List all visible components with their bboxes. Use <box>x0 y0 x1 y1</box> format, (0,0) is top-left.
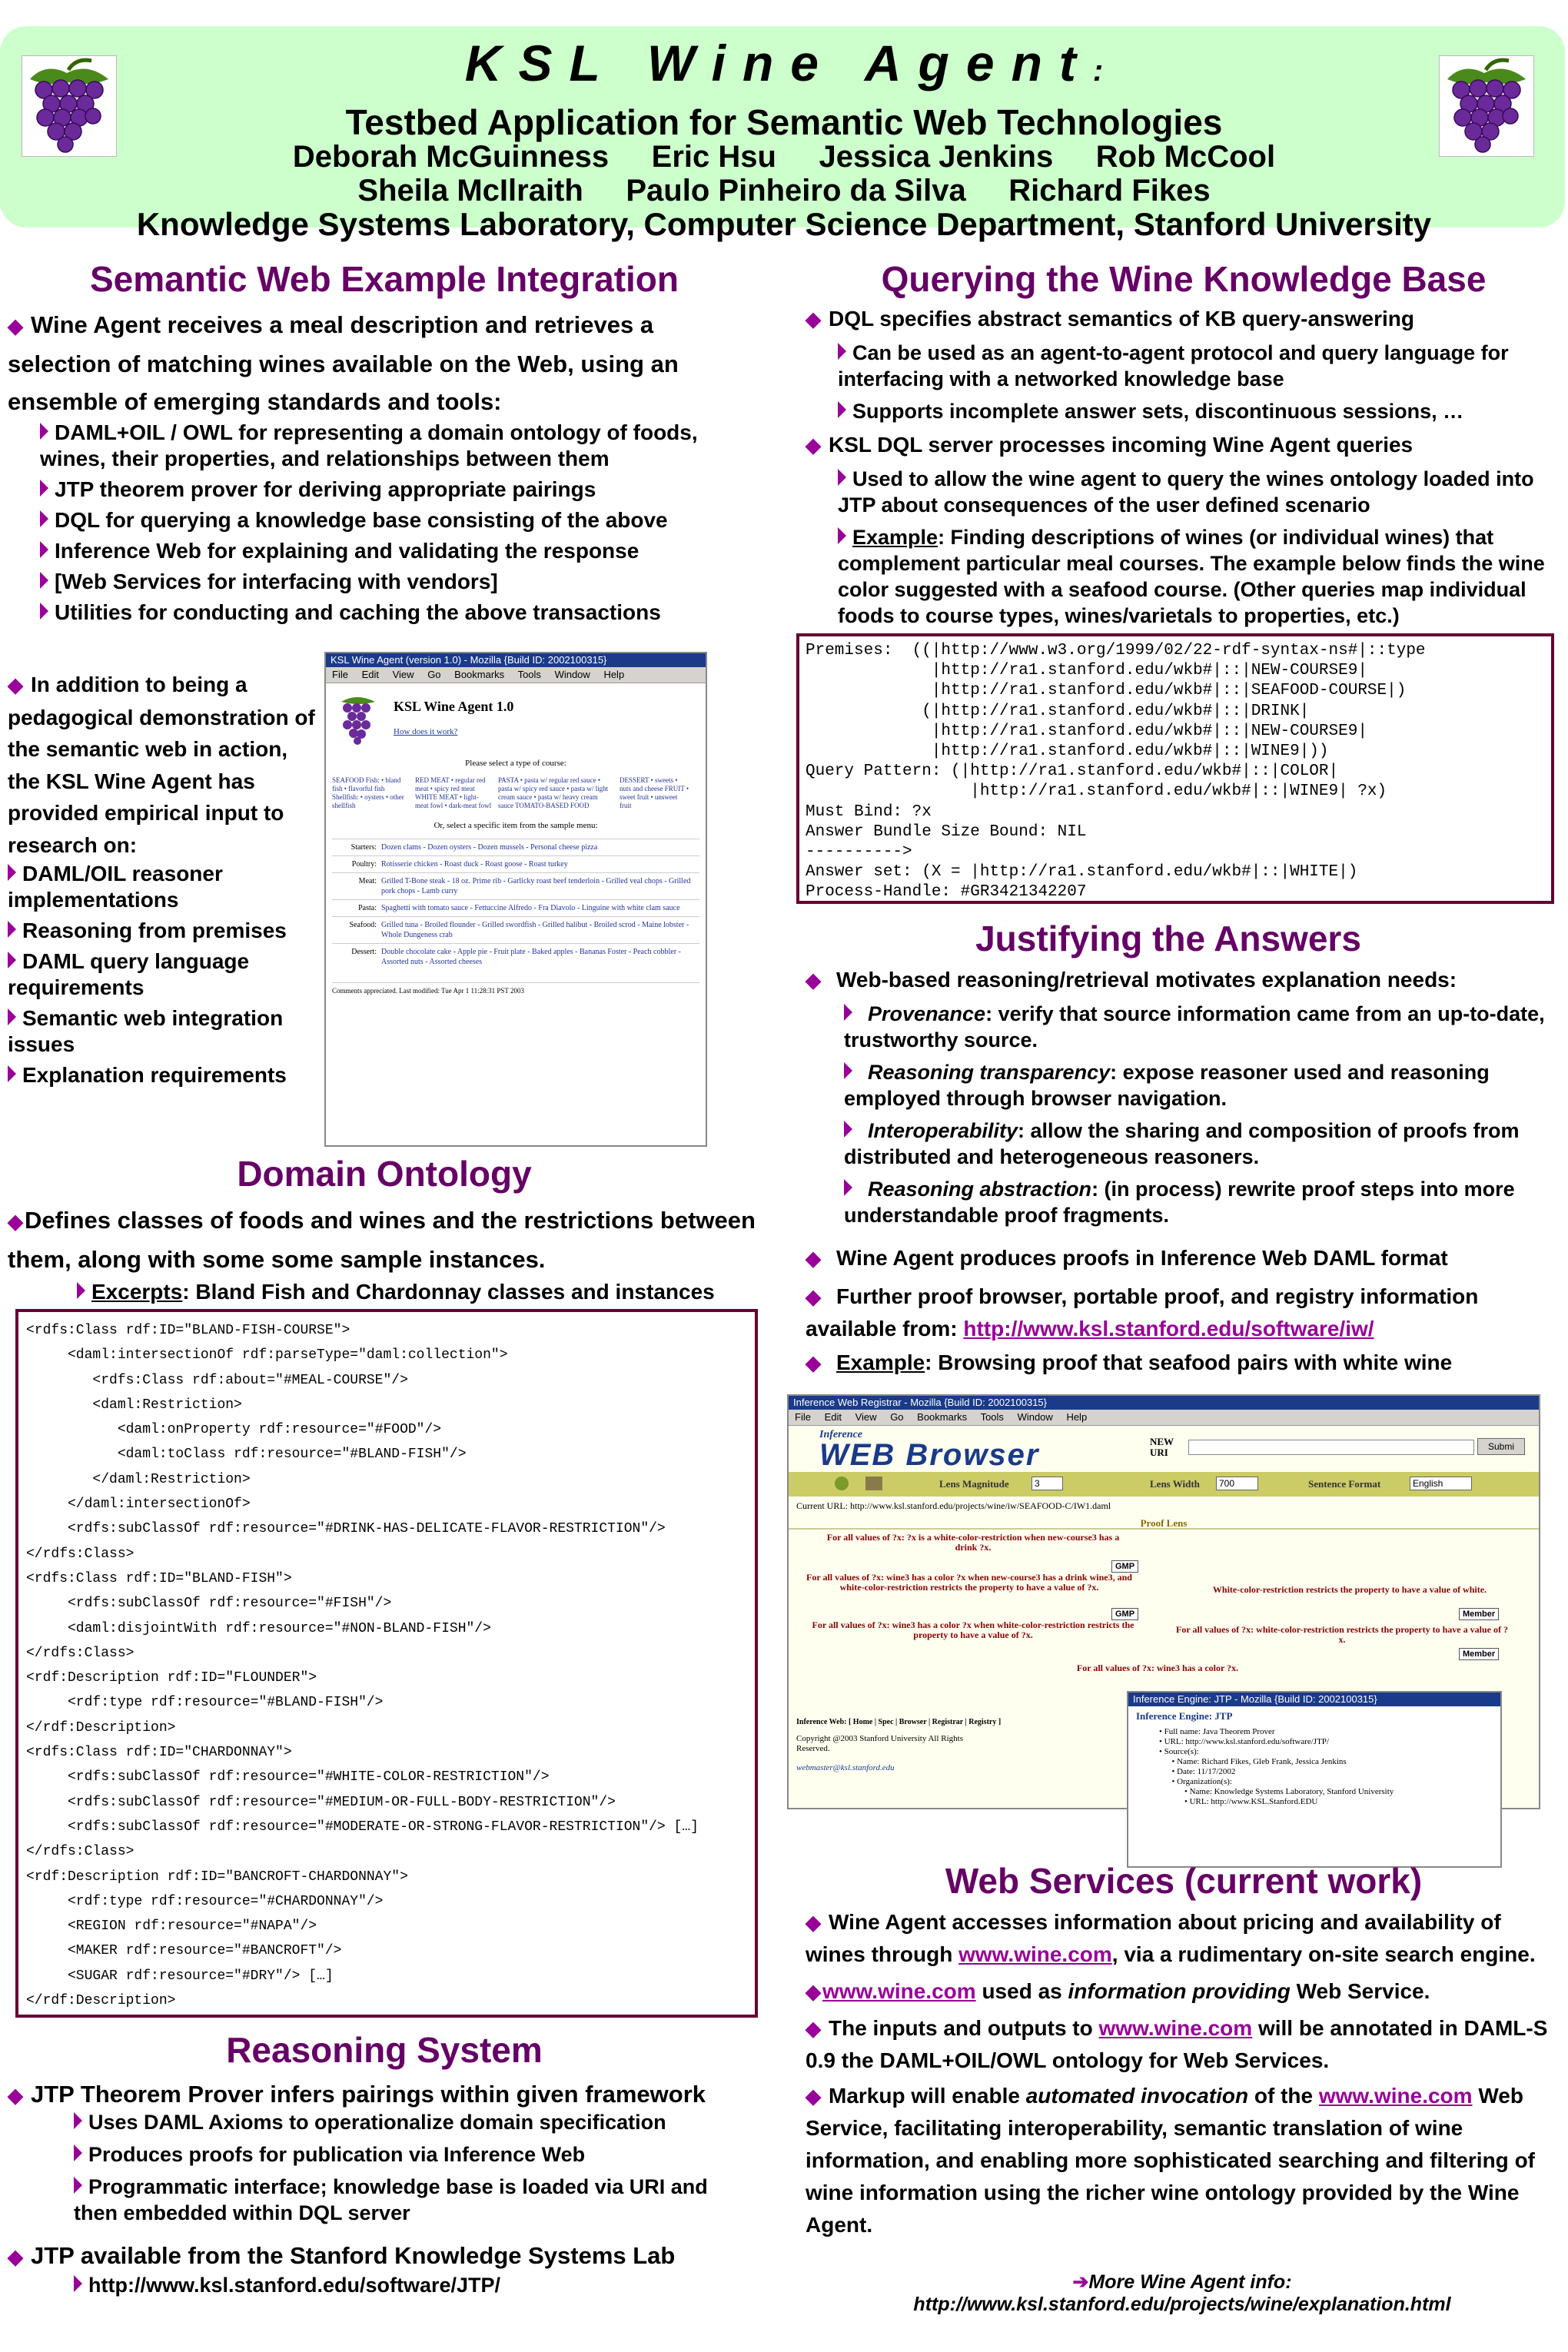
webservices-p3: ◆ The inputs and outputs to www.wine.com will be annotated in DAML-S 0.9 the DAML+OIL/OWL ontology for Web Services. <box>806 2016 1548 2072</box>
code-line: Answer set: (X = |http://ra1.stanford.edu/wkb#|::|WHITE|) <box>806 863 1358 882</box>
new-uri-label: NEW URI <box>1150 1436 1174 1458</box>
section-title-justifying: Justifying the Answers <box>975 919 1361 958</box>
menu-item-view[interactable]: View <box>392 669 414 680</box>
code-line: Process-Handle: #GR3421342207 <box>806 883 1087 902</box>
poster-title: KSL Wine Agent: <box>464 35 1104 91</box>
webservices-p2: ◆www.wine.com used as information providing Web Service. <box>806 1979 1430 2003</box>
diamond-bullet-icon: ◆ <box>8 1210 23 1233</box>
research-intro: ◆ In addition to being a pedagogical demonstration of the semantic web in action, the KSL Wine Agent has provided empirical input to research on: <box>8 673 315 857</box>
ontology-excerpts: Excerpts: Bland Fish and Chardonnay classes and instances <box>77 1279 753 1305</box>
menu-item-window[interactable]: Window <box>1017 1411 1053 1423</box>
popup-line[interactable]: • URL: http://www.KSL.Stanford.EDU <box>1159 1797 1318 1806</box>
arrow-bullet-icon <box>8 1065 16 1082</box>
lens-width-label: Lens Width <box>1150 1478 1200 1490</box>
list-item: Produces proofs for publication via Inference Web <box>74 2141 750 2168</box>
course-pasta[interactable]: PASTA • pasta w/ regular red sauce • pasta w/ spicy red sauce • pasta w/ light cream sauce • pasta w/ heavy cream sauce TOMATO-BASED FOOD <box>498 776 609 809</box>
menu-item-bookmarks[interactable]: Bookmarks <box>454 669 505 680</box>
arrow-bullet-icon <box>844 1121 852 1138</box>
reasoning-subs <box>74 2109 750 2232</box>
menu-item-file[interactable]: File <box>795 1411 811 1423</box>
diamond-bullet-icon: ◆ <box>8 314 23 337</box>
webmaster-link[interactable]: webmaster@ksl.stanford.edu <box>796 1763 895 1772</box>
popup-line: • Date: 11/17/2002 <box>1159 1767 1236 1776</box>
diamond-bullet-icon: ◆ <box>806 2017 821 2040</box>
menu-item-tools[interactable]: Tools <box>980 1411 1004 1423</box>
list-item: Explanation requirements <box>8 1062 315 1088</box>
code-line: <rdf:Description rdf:ID="FLOUNDER"> <box>26 1670 317 1686</box>
menu-prompt: Or, select a specific item from the sample menu: <box>434 821 598 830</box>
section-title-webservices: Web Services (current work) <box>945 1861 1423 1901</box>
popup-line: • Name: Richard Fikes, Gleb Frank, Jessica Jenkins <box>1159 1757 1347 1766</box>
grape-icon <box>337 691 380 745</box>
list-item: Used to allow the wine agent to query the wines ontology loaded into JTP about consequences of the user defined scenario <box>838 467 1534 517</box>
list-item: DAML/OIL reasoner implementations <box>8 862 223 912</box>
arrow-bullet-icon <box>40 541 48 558</box>
proof-step[interactable]: For all values of ?x: wine3 has a color ?x when new-course3 has a drink wine3, and white-color-restriction restricts the property to have a value of ?x. <box>806 1572 1132 1593</box>
jtp-popup-window <box>1127 1691 1502 1868</box>
code-line: |http://ra1.stanford.edu/wkb#|::|WINE9|)) <box>806 742 1329 761</box>
popup-heading: Inference Engine: JTP <box>1136 1710 1233 1722</box>
code-line: <rdfs:Class rdf:ID="BLAND-FISH-COURSE"> <box>26 1323 350 1338</box>
arrow-bullet-icon <box>844 1062 852 1079</box>
code-line: </rdfs:Class> <box>26 1844 135 1860</box>
affiliation: Knowledge Systems Laboratory, Computer Science Department, Stanford University <box>136 206 1432 242</box>
popup-line: • Full name: Java Theorem Prover <box>1159 1727 1275 1736</box>
integration-list <box>40 420 747 630</box>
wine-com-link[interactable]: www.wine.com <box>1098 2016 1253 2040</box>
list-item: Uses DAML Axioms to operationalize domain specification <box>74 2109 750 2135</box>
popup-line[interactable]: • URL: http://www.ksl.stanford.edu/software/JTP/ <box>1159 1737 1329 1746</box>
arrow-bullet-icon <box>74 2275 82 2292</box>
menu-item-window[interactable]: Window <box>554 669 590 680</box>
research-list <box>8 861 315 1093</box>
code-line: <SUGAR rdf:resource="#DRY"/> […] <box>26 1968 334 1984</box>
menu-item-help[interactable]: Help <box>1066 1411 1088 1423</box>
wine-com-link[interactable]: www.wine.com <box>822 1979 976 2003</box>
code-line: ----------> <box>806 843 912 862</box>
code-line: <daml:toClass rdf:resource="#BLAND-FISH"/> <box>26 1447 467 1463</box>
arrow-bullet-icon <box>838 401 846 418</box>
grape-icon <box>22 56 116 156</box>
list-item: Reasoning from premises <box>8 918 315 944</box>
code-line: |http://ra1.stanford.edu/wkb#|::|WINE9| ?x) <box>806 782 1387 801</box>
integration-intro: ◆ Wine Agent receives a meal description and retrieves a selection of matching wines available on the Web, using an ensemble of emerging standards and tools: <box>8 311 679 415</box>
reasoning-item-2: ◆ JTP available from the Stanford Knowledge Systems Lab <box>8 2242 676 2269</box>
list-item: [Web Services for interfacing with vendors] <box>40 569 747 595</box>
code-line: <daml:intersectionOf rdf:parseType="daml:collection"> <box>26 1347 508 1364</box>
arrow-bullet-icon <box>8 952 16 968</box>
diamond-bullet-icon: ◆ <box>806 1247 821 1270</box>
arrow-bullet-icon <box>40 603 48 620</box>
code-line: <rdfs:Class rdf:ID="BLAND-FISH"> <box>26 1570 292 1586</box>
popup-line: • Name: Knowledge Systems Laboratory, Stanford University <box>1159 1787 1394 1796</box>
diamond-bullet-icon: ◆ <box>806 1980 821 2003</box>
menu-item-edit[interactable]: Edit <box>824 1411 842 1423</box>
code-line: <rdfs:subClassOf rdf:resource="#WHITE-COLOR-RESTRICTION"/> <box>26 1769 550 1786</box>
proof-lens <box>789 1516 1539 1700</box>
refresh-icon[interactable] <box>835 1477 849 1490</box>
arrow-bullet-icon <box>74 2177 82 2194</box>
grape-icon <box>1440 56 1533 156</box>
menu-item-go[interactable]: Go <box>427 669 441 680</box>
list-item: Interoperability: allow the sharing and composition of proofs from distributed and heterogeneous reasoners. <box>844 1119 1520 1168</box>
poster-subtitle: Testbed Application for Semantic Web Technologies <box>345 102 1223 142</box>
menu-row: Pasta: Spaghetti with tomato sauce - Fettuccine Alfredo - Fra Diavolo - Linguine with white clam sauce <box>332 899 699 916</box>
menu-item-view[interactable]: View <box>855 1411 877 1423</box>
arrow-bullet-icon <box>8 864 16 881</box>
diamond-bullet-icon: ◆ <box>806 1911 821 1934</box>
course-seafood[interactable]: SEAFOOD Fish: • bland fish • flavorful fish Shellfish: • oysters • other shellfish <box>332 776 404 809</box>
code-line: <rdf:type rdf:resource="#BLAND-FISH"/> <box>26 1695 384 1711</box>
section-title-ontology: Domain Ontology <box>237 1154 532 1194</box>
justifying-subs <box>844 1001 1559 1228</box>
menu-row: Poultry: Rotisserie chicken - Roast duck - Roast goose - Roast turkey <box>332 855 699 872</box>
gmp-button[interactable]: GMP <box>1111 1560 1138 1573</box>
querying-subs-1 <box>838 340 1553 424</box>
window-title-bar: Inference Web Registrar - Mozilla {Build ID: 2002100315} <box>789 1396 1539 1410</box>
arrow-bullet-icon <box>8 1008 16 1025</box>
justifying-item-2: ◆ Wine Agent produces proofs in Inference Web DAML format <box>806 1246 1448 1270</box>
webservices-p1: ◆ Wine Agent accesses information about pricing and availability of wines through www.wine.com, via a rudimentary on-site search engine. <box>806 1910 1536 1966</box>
course-prompt: Please select a type of course: <box>465 759 566 768</box>
grape-logo-right <box>1439 55 1534 157</box>
menu-item-file[interactable]: File <box>332 669 348 680</box>
list-item: Example: Finding descriptions of wines (or individual wines) that complement particular meal courses. The example below finds the wine color suggested with a seafood course. (Other queries map individual foods to course types, wines/varietals to properties, etc.) <box>838 526 1545 627</box>
arrow-bullet-icon <box>40 572 48 589</box>
code-line: <MAKER rdf:resource="#BANCROFT"/> <box>26 1943 342 1959</box>
list-item: Provenance: verify that source information came from an up-to-date, trustworthy source. <box>844 1002 1545 1051</box>
diamond-bullet-icon: ◆ <box>806 968 821 992</box>
code-line: <rdf:type rdf:resource="#CHARDONNAY"/> <box>26 1893 384 1909</box>
submit-button[interactable]: Submi <box>1477 1438 1525 1455</box>
list-item: Reasoning transparency: expose reasoner used and reasoning employed through browser navigation. <box>844 1061 1490 1110</box>
iw-logo-top: Inference <box>819 1429 862 1440</box>
diamond-bullet-icon: ◆ <box>8 2245 23 2268</box>
iw-toolbar <box>789 1472 1539 1497</box>
list-item: Supports incomplete answer sets, discontinuous sessions, … <box>838 398 1553 424</box>
arrow-right-icon: ➔ <box>1072 2271 1089 2293</box>
menu-item-help[interactable]: Help <box>603 669 625 680</box>
iw-copyright: Copyright @2003 Stanford University All Rights Reserved. <box>796 1734 963 1753</box>
lens-magnitude-select[interactable]: 3 <box>1031 1477 1063 1490</box>
arrow-bullet-icon <box>40 480 48 497</box>
wine-agent-footer: Comments appreciated. Last modified: Tue Apr 1 11:28:31 PST 2003 <box>332 982 699 996</box>
list-item: JTP theorem prover for deriving appropriate pairings <box>40 477 747 503</box>
code-line: (|http://ra1.stanford.edu/wkb#|::|DRINK| <box>806 702 1310 720</box>
menu-item-go[interactable]: Go <box>890 1411 904 1423</box>
sample-menu <box>332 839 699 970</box>
list-item: Inference Web for explaining and validating the response <box>40 538 747 564</box>
justifying-item-3: ◆ Further proof browser, portable proof, and registry information available from: http://www.ksl.stanford.edu/software/iw/ <box>806 1284 1479 1340</box>
iw-banner <box>789 1426 1539 1472</box>
code-line: <REGION rdf:resource="#NAPA"/> <box>26 1918 317 1935</box>
diamond-bullet-icon: ◆ <box>8 673 23 696</box>
arrow-bullet-icon <box>838 469 846 486</box>
arrow-bullet-icon <box>8 921 16 938</box>
code-line: |http://ra1.stanford.edu/wkb#|::|NEW-COURSE9| <box>806 662 1367 680</box>
arrow-bullet-icon <box>74 2112 82 2129</box>
popup-line: • Organization(s): <box>1159 1777 1232 1786</box>
arrow-bullet-icon <box>40 423 48 440</box>
list-item: Programmatic interface; knowledge base is loaded via URI and then embedded within DQL server <box>74 2175 708 2224</box>
authors-line-2: Sheila McIlraith Paulo Pinheiro da Silva Richard Fikes <box>357 174 1211 208</box>
menu-row: Dessert: Double chocolate cake - Apple pie - Fruit plate - Baked apples - Bananas Foster - Peach cobbler - Assorted nuts - Assorted cheeses <box>332 943 699 970</box>
diamond-bullet-icon: ◆ <box>8 2084 23 2107</box>
menu-item-bookmarks[interactable]: Bookmarks <box>917 1411 968 1423</box>
lens-magnitude-label: Lens Magnitude <box>939 1478 1009 1490</box>
window-title-bar: KSL Wine Agent (version 1.0) - Mozilla {Build ID: 2002100315} <box>326 653 706 667</box>
code-line: <rdfs:subClassOf rdf:resource="#MEDIUM-OR-FULL-BODY-RESTRICTION"/> <box>26 1794 616 1810</box>
list-item: Semantic web integration issues <box>8 1006 284 1056</box>
course-dessert[interactable]: DESSERT • sweets • nuts and cheese FRUIT • sweet fruit • unsweet fruit <box>620 776 689 809</box>
diamond-bullet-icon: ◆ <box>806 2085 821 2108</box>
ontology-code-box <box>15 1309 758 2018</box>
code-line: <rdf:Description rdf:ID="BANCROFT-CHARDONNAY"> <box>26 1869 408 1885</box>
arrow-bullet-icon <box>77 1282 85 1299</box>
code-line: </daml:Restriction> <box>26 1471 251 1487</box>
lens-width-select[interactable]: 700 <box>1216 1477 1258 1490</box>
list-item: DAML+OIL / OWL for representing a domain ontology of foods, wines, their properties, and relationships between them <box>40 420 698 470</box>
menu-item-tools[interactable]: Tools <box>517 669 541 680</box>
wine-agent-screenshot <box>324 652 707 1147</box>
menu-row: Meat: Grilled T-Bone steak - 18 oz. Prime rib - Garlicky roast beef tenderloin - Grilled veal chops - Grilled pork chops - Lamb curry <box>332 872 699 899</box>
member-button[interactable]: Member <box>1459 1648 1499 1660</box>
sentence-format-label: Sentence Format <box>1308 1478 1381 1490</box>
section-title-integration: Semantic Web Example Integration <box>89 259 679 299</box>
arrow-bullet-icon <box>838 343 846 360</box>
diamond-bullet-icon: ◆ <box>806 1351 821 1374</box>
code-line: <daml:onProperty rdf:resource="#FOOD"/> <box>26 1422 442 1438</box>
current-url: Current URL: http://www.ksl.stanford.edu/projects/wine/iw/SEAFOOD-C/IW1.daml <box>796 1500 1111 1511</box>
diamond-bullet-icon: ◆ <box>806 1285 821 1308</box>
jtp-url: http://www.ksl.stanford.edu/software/JTP/ <box>74 2272 750 2298</box>
iw-link[interactable]: http://www.ksl.stanford.edu/software/iw/ <box>963 1317 1374 1340</box>
proof-step[interactable]: White-color-restriction restricts the property to have a value of white. <box>1212 1584 1487 1595</box>
querying-item-2: ◆ KSL DQL server processes incoming Wine Agent queries <box>806 433 1414 457</box>
code-line: <rdfs:subClassOf rdf:resource="#FISH"/> <box>26 1596 392 1612</box>
how-does-it-work-link[interactable]: How does it work? <box>394 727 458 736</box>
justifying-item-1: ◆ Web-based reasoning/retrieval motivates explanation needs: <box>806 968 1457 992</box>
ontology-intro: ◆Defines classes of foods and wines and the restrictions between them, along with some some sample instances. <box>8 1207 756 1273</box>
code-line: Must Bind: ?x <box>806 802 932 821</box>
proof-step[interactable]: For all values of ?x: wine3 has a color ?x. <box>1076 1663 1239 1673</box>
querying-item-1: ◆ DQL specifies abstract semantics of KB query-answering <box>806 307 1414 331</box>
arrow-bullet-icon <box>838 527 846 544</box>
reasoning-item-1: ◆ JTP Theorem Prover infers pairings within given framework <box>8 2081 706 2108</box>
proof-step[interactable]: For all values of ?x: ?x is a white-color-restriction when new-course3 has a drink ?x. <box>826 1532 1120 1553</box>
popup-title-bar: Inference Engine: JTP - Mozilla {Build ID: 2002100315} <box>1128 1693 1500 1706</box>
wine-com-link[interactable]: www.wine.com <box>958 1942 1112 1966</box>
code-line: </rdfs:Class> <box>26 1546 135 1562</box>
list-item: Can be used as an agent-to-agent protocol and query language for interfacing with a networked knowledge base <box>838 341 1509 390</box>
arrow-bullet-icon <box>844 1004 852 1021</box>
code-line: <daml:Restriction> <box>26 1397 242 1413</box>
arrow-bullet-icon <box>74 2144 82 2161</box>
diamond-bullet-icon: ◆ <box>806 434 821 457</box>
more-info-footer: ➔More Wine Agent info: http://www.ksl.stanford.edu/projects/wine/explanation.html <box>913 2271 1451 2315</box>
proof-step[interactable]: For all values of ?x: white-color-restriction restricts the property to have a value of ?x. <box>1176 1624 1508 1645</box>
code-line: |http://ra1.stanford.edu/wkb#|::|SEAFOOD-COURSE|) <box>806 682 1407 700</box>
iw-nav[interactable]: Inference Web: [ Home | Spec | Browser | Registrar | Registry ] <box>796 1718 1002 1726</box>
diamond-bullet-icon: ◆ <box>806 307 821 331</box>
section-title-querying: Querying the Wine Knowledge Base <box>881 259 1487 299</box>
list-item: Utilities for conducting and caching the above transactions <box>40 600 747 626</box>
wine-agent-heading: KSL Wine Agent 1.0 <box>394 699 514 714</box>
menu-item-edit[interactable]: Edit <box>361 669 379 680</box>
code-line: Query Pattern: (|http://ra1.stanford.edu/wkb#|::|COLOR| <box>806 762 1339 781</box>
list-item: DAML query language requirements <box>8 949 250 999</box>
menu-row: Starters: Dozen clams - Dozen oysters - Dozen mussels - Personal cheese pizza <box>332 839 699 855</box>
member-button[interactable]: Member <box>1459 1608 1499 1620</box>
code-line: |http://ra1.stanford.edu/wkb#|::|NEW-COURSE9| <box>806 722 1367 740</box>
sentence-format-select[interactable]: English <box>1410 1477 1472 1490</box>
gmp-button[interactable]: GMP <box>1111 1608 1138 1620</box>
dql-query-box <box>796 633 1554 904</box>
code-line: </rdf:Description> <box>26 1719 176 1736</box>
popup-line: • Source(s): <box>1159 1747 1199 1756</box>
wine-com-link[interactable]: www.wine.com <box>1318 2084 1473 2108</box>
code-line: Premises: ((|http://www.w3.org/1999/02/22-rdf-syntax-ns#|::type <box>806 642 1426 659</box>
arrow-bullet-icon <box>844 1179 852 1196</box>
uri-input[interactable] <box>1188 1440 1474 1455</box>
justifying-item-4: ◆ Example: Browsing proof that seafood pairs with white wine <box>806 1350 1453 1374</box>
menu-row: Seafood: Grilled tuna - Broiled flounder - Grilled swordfish - Grilled halibut - Broiled scrod - Maine lobster - Whole Dungeness crab <box>332 916 699 943</box>
list-item: DQL for querying a knowledge base consisting of the above <box>40 507 747 533</box>
proof-lens-title: Proof Lens <box>1140 1517 1188 1529</box>
code-line: Answer Bundle Size Bound: NIL <box>806 822 1087 841</box>
section-title-reasoning: Reasoning System <box>226 2030 543 2070</box>
proof-step[interactable]: For all values of ?x: wine3 has a color ?x when white-color-restriction restricts the property to have a value of ?x. <box>812 1619 1134 1640</box>
code-line: <rdfs:Class rdf:about="#MEAL-COURSE"/> <box>26 1372 408 1388</box>
code-line: <daml:disjointWith rdf:resource="#NON-BLAND-FISH"/> <box>26 1620 491 1636</box>
iw-logo: WEB Browser <box>819 1438 1040 1472</box>
webservices-p4: ◆ Markup will enable automated invocation of the www.wine.com Web Service, facilitating interoperability, semantic translation of wine information, and enabling more sophisticated searching and filtering of wine information using the richer wine ontology provided by the Wine Agent. <box>806 2084 1535 2237</box>
code-line: </daml:intersectionOf> <box>26 1497 251 1513</box>
arrow-bullet-icon <box>40 510 48 527</box>
authors-line-1: Deborah McGuinness Eric Hsu Jessica Jenkins Rob McCool <box>292 140 1276 174</box>
code-line: </rdf:Description> <box>26 1993 176 2009</box>
course-meat[interactable]: RED MEAT • regular red meat • spicy red meat WHITE MEAT • light-meat fowl • dark-meat fowl <box>415 776 492 809</box>
code-line: </rdfs:Class> <box>26 1645 135 1661</box>
course-list <box>332 776 699 810</box>
window-menu-bar <box>326 667 706 683</box>
header-banner <box>0 26 1565 242</box>
toolbar-icon[interactable] <box>865 1477 882 1490</box>
code-line: <rdfs:Class rdf:ID="CHARDONNAY"> <box>26 1745 292 1761</box>
code-line: <rdfs:subClassOf rdf:resource="#DRINK-HAS-DELICATE-FLAVOR-RESTRICTION"/> <box>26 1521 666 1537</box>
window-menu-bar <box>789 1410 1539 1426</box>
querying-subs-2 <box>838 466 1553 629</box>
list-item: Reasoning abstraction: (in process) rewrite proof steps into more understandable proof fragments. <box>844 1178 1515 1227</box>
code-line: <rdfs:subClassOf rdf:resource="#MODERATE-OR-STRONG-FLAVOR-RESTRICTION"/> […] <box>26 1819 699 1835</box>
grape-logo-left <box>22 55 117 157</box>
